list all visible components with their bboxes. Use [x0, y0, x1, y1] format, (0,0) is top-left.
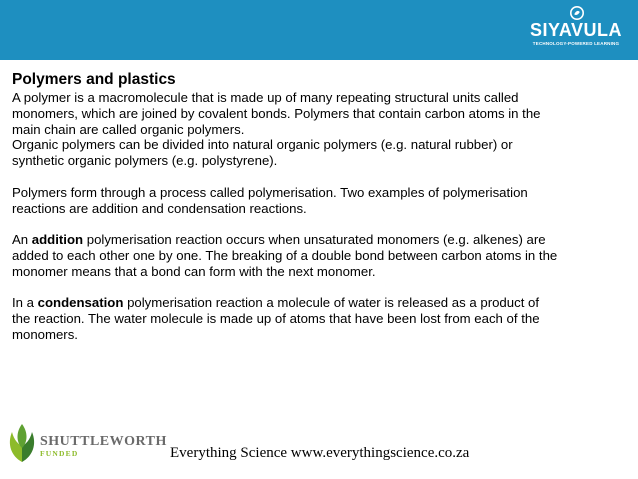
text-line: monomer means that a bond can form with the next monomer. [12, 263, 376, 279]
text-line: main chain are called organic polymers. [12, 121, 245, 137]
sponsor-name: SHUTTLEWORTH [40, 434, 167, 449]
slide-content [12, 71, 624, 343]
text-line: Polymers form through a process called polymerisation. Two examples of polymerisation [12, 184, 528, 200]
siyavula-logo-icon [570, 6, 584, 20]
text-line: monomers, which are joined by covalent bonds. Polymers that contain carbon atoms in the [12, 105, 541, 121]
paragraph-gap [12, 280, 624, 296]
text-line: A polymer is a macromolecule that is made up of many repeating structural units called [12, 90, 519, 105]
paragraph-gap [12, 169, 624, 185]
paragraph-condensation [12, 295, 624, 342]
text-line: Organic polymers can be divided into natural organic polymers (e.g. natural rubber) or [12, 137, 513, 153]
paragraph-polymerisation [12, 185, 624, 217]
siyavula-logo [520, 6, 632, 52]
text-rest: polymerisation reaction a molecule of water is released as a product of [123, 295, 540, 311]
slide-title: Polymers and plastics [12, 71, 176, 88]
siyavula-tagline: TECHNOLOGY-POWERED LEARNING [532, 41, 620, 46]
text-prefix: An [12, 232, 32, 248]
footer-website-text: Everything Science www.everythingscience.co.za [170, 445, 470, 461]
text-line: reactions are addition and condensation reactions. [12, 200, 307, 216]
paragraph-addition [12, 232, 624, 279]
paragraph-gap [12, 216, 624, 232]
text-line: added to each other one by one. The breaking of a double bond between carbon atoms in the [12, 247, 558, 263]
text-line [12, 295, 624, 311]
term-condensation: condensation [37, 295, 124, 311]
siyavula-wordmark: SIYAVULA [529, 20, 623, 40]
text-line: the reaction. The water molecule is made up of atoms that have been lost from each of the [12, 311, 540, 327]
text-line: synthetic organic polymers (e.g. polystyrene). [12, 153, 278, 169]
shuttleworth-leaf-icon [6, 422, 38, 464]
text-prefix: In a [12, 295, 38, 311]
text-rest: polymerisation reaction occurs when unsaturated monomers (e.g. alkenes) are [83, 232, 546, 248]
text-line [12, 232, 624, 248]
header-bar [0, 0, 638, 60]
shuttleworth-logo [6, 420, 167, 464]
sponsor-sub: FUNDED [40, 449, 79, 458]
term-addition: addition [31, 232, 84, 248]
text-line: monomers. [12, 326, 78, 342]
paragraph-polymer-definition [12, 90, 624, 169]
